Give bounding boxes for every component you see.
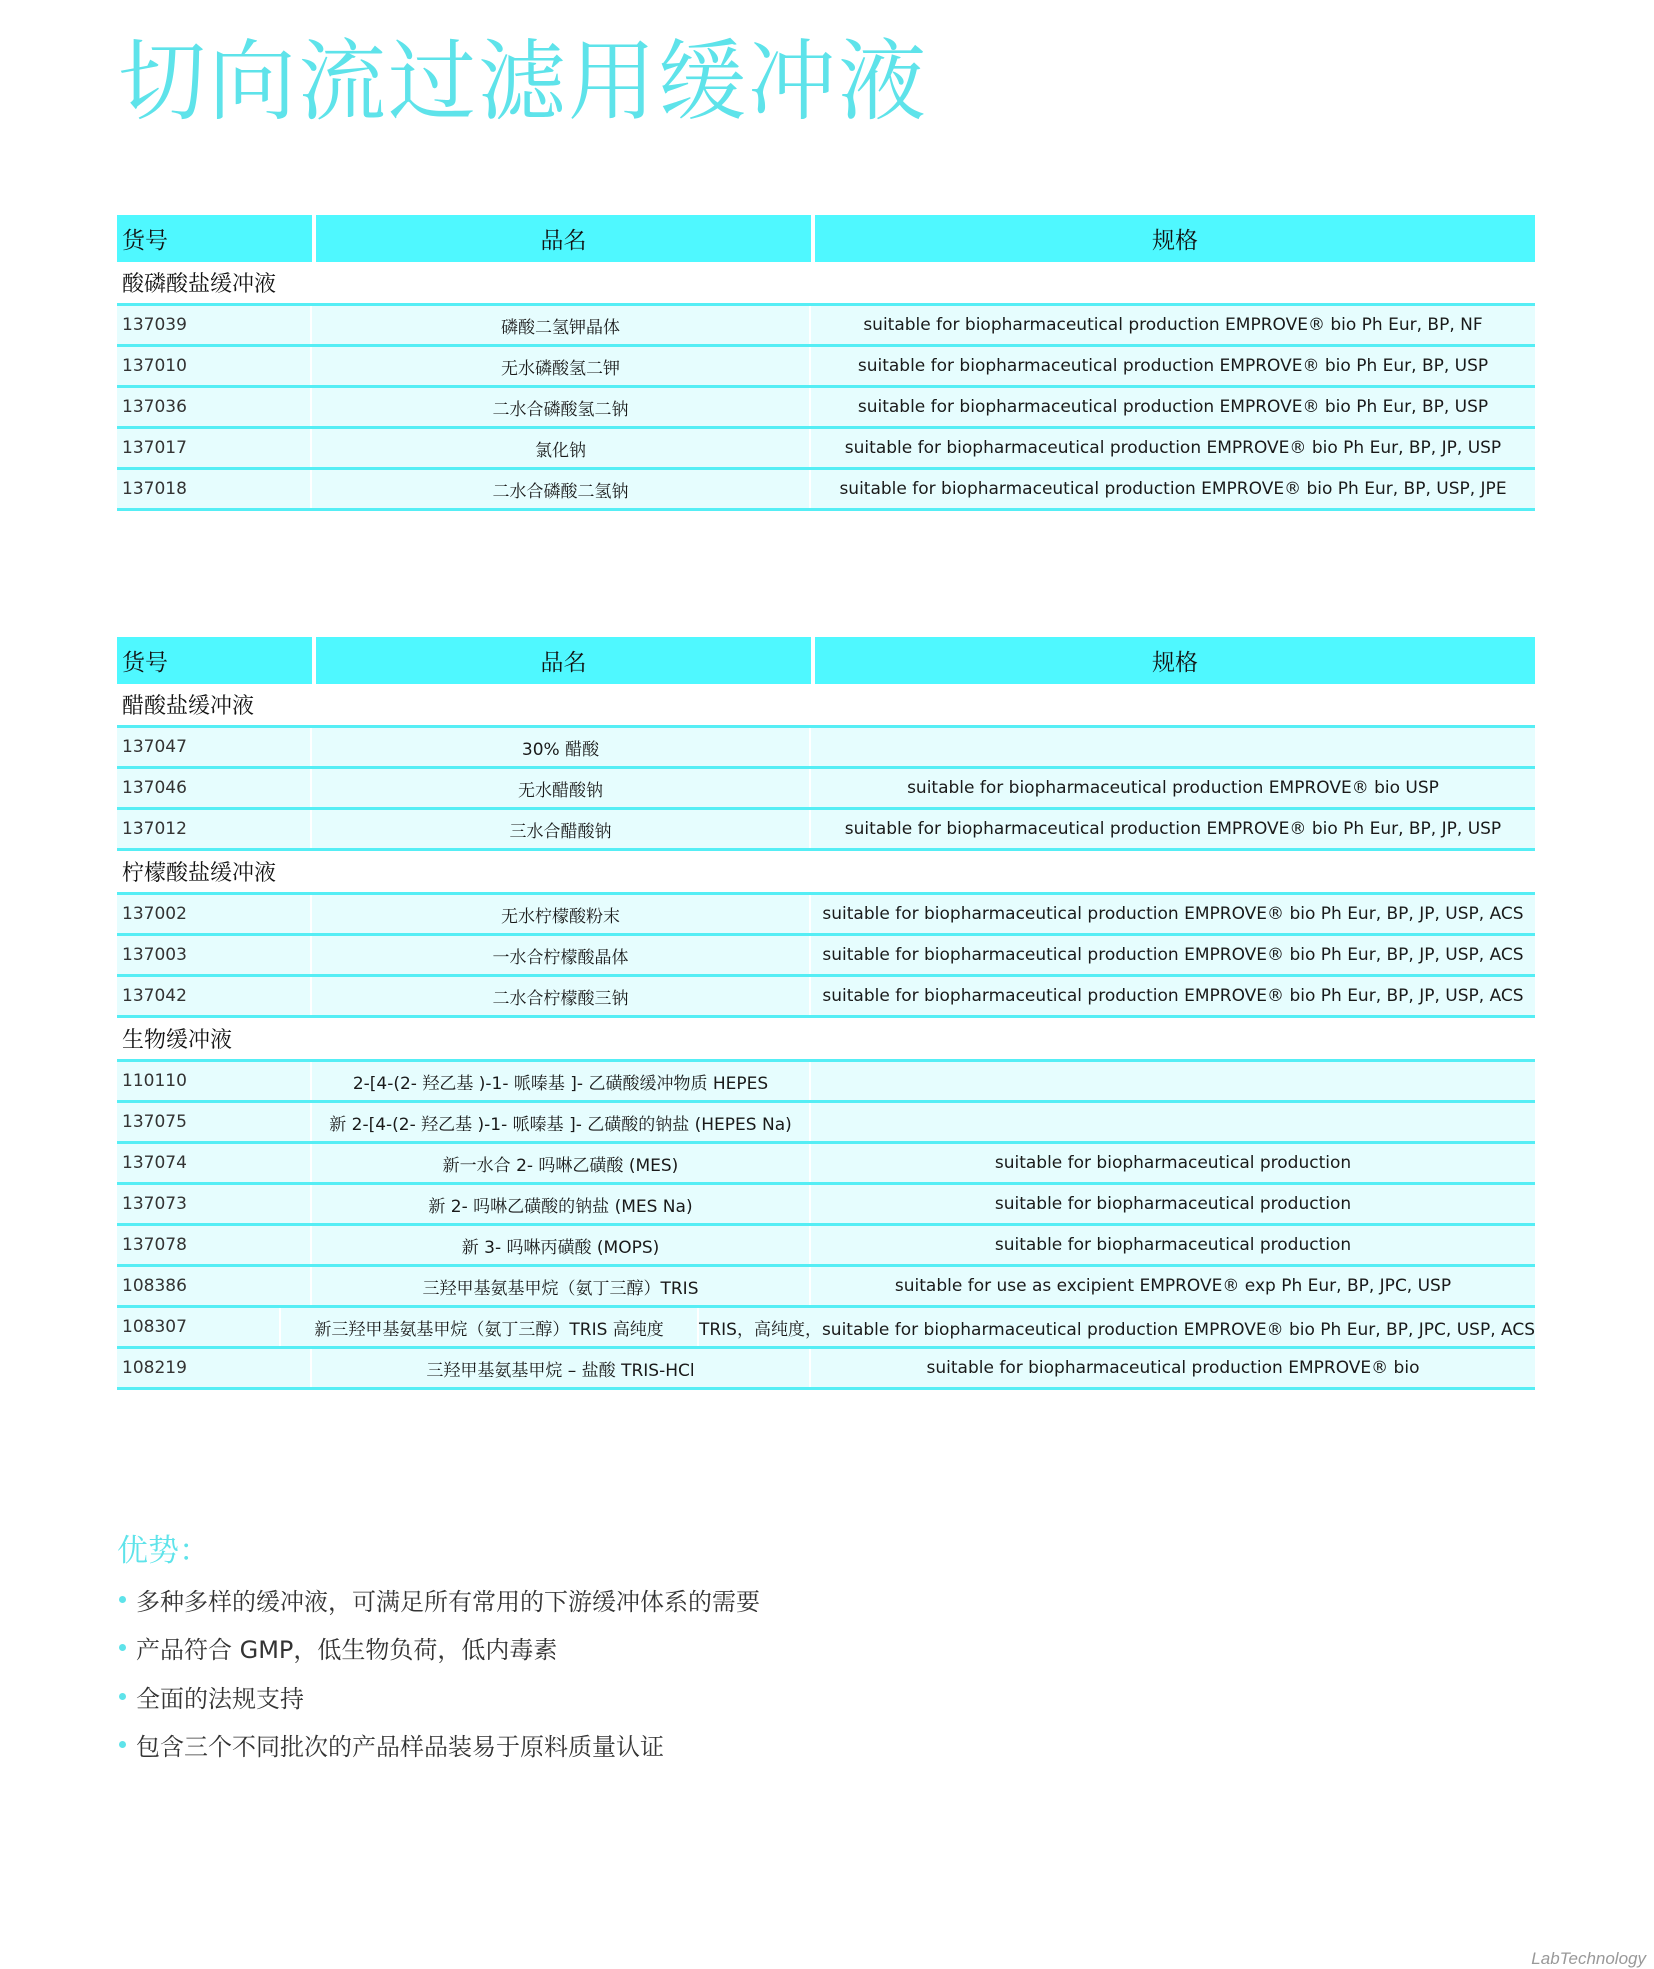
catalog-number-cell: 137074 — [117, 1144, 312, 1182]
catalog-number-cell: 137039 — [117, 306, 312, 344]
catalog-number-cell: 137047 — [117, 728, 312, 766]
table-row — [117, 1144, 1535, 1185]
product-name-cell: 新三羟甲基氨基甲烷（氨丁三醇）TRIS 高纯度 — [281, 1308, 699, 1346]
table-row — [117, 769, 1535, 810]
specification-cell — [811, 1103, 1535, 1141]
catalog-number-cell: 137036 — [117, 388, 312, 426]
section-title: 酸磷酸盐缓冲液 — [117, 262, 1535, 306]
advantage-text: 全面的法规支持 — [136, 1684, 304, 1713]
product-name-cell: 30% 醋酸 — [312, 728, 811, 766]
table-row — [117, 470, 1535, 511]
advantages-list — [117, 1575, 760, 1769]
header-cell: 品名 — [316, 637, 811, 684]
catalog-number-cell: 137003 — [117, 936, 312, 974]
specification-cell: suitable for biopharmaceutical production — [994, 1235, 1352, 1255]
specification-cell: suitable for biopharmaceutical production EMPROVE® bio Ph Eur, BP, JP, USP — [844, 438, 1502, 458]
catalog-number-cell: 108307 — [117, 1308, 281, 1346]
footer-brand: LabTechnology — [1531, 1949, 1646, 1968]
table-row — [117, 1349, 1535, 1390]
header-cell: 货号 — [117, 215, 312, 262]
specification-cell: suitable for biopharmaceutical production EMPROVE® bio Ph Eur, BP, USP — [857, 356, 1489, 376]
advantage-item — [117, 1672, 760, 1721]
table-row — [117, 429, 1535, 470]
advantage-item — [117, 1575, 760, 1624]
table-row — [117, 1267, 1535, 1308]
advantage-text: 包含三个不同批次的产品样品装易于原料质量认证 — [136, 1733, 664, 1762]
section-title: 柠檬酸盐缓冲液 — [117, 851, 1535, 895]
product-name-cell: 新 3- 吗啉丙磺酸 (MOPS) — [312, 1226, 811, 1264]
header-cell: 规格 — [815, 215, 1535, 262]
catalog-number-cell: 137010 — [117, 347, 312, 385]
catalog-number-cell: 137042 — [117, 977, 312, 1015]
bullet-icon — [119, 1644, 126, 1651]
advantage-text: 产品符合 GMP，低生物负荷，低内毒素 — [136, 1636, 558, 1665]
header-cell: 货号 — [117, 637, 312, 684]
bullet-icon — [119, 1693, 126, 1700]
catalog-number-cell: 137075 — [117, 1103, 312, 1141]
product-name-cell: 无水醋酸钠 — [312, 769, 811, 807]
product-name-cell: 无水磷酸氢二钾 — [312, 347, 811, 385]
specification-cell: suitable for biopharmaceutical production — [994, 1153, 1352, 1173]
table-row — [117, 728, 1535, 769]
catalog-number-cell: 108386 — [117, 1267, 312, 1305]
buffer-products-table — [117, 637, 1535, 1390]
specification-cell: suitable for biopharmaceutical production EMPROVE® bio Ph Eur, BP, USP, JPE — [839, 479, 1507, 499]
catalog-number-cell: 137012 — [117, 810, 312, 848]
table-row — [117, 347, 1535, 388]
specification-cell — [811, 1062, 1535, 1100]
table-row — [117, 936, 1535, 977]
specification-cell: suitable for use as excipient EMPROVE® exp Ph Eur, BP, JPC, USP — [894, 1276, 1452, 1296]
table-row — [117, 1308, 1535, 1349]
phosphate-buffer-table — [117, 215, 1535, 511]
table-row — [117, 1103, 1535, 1144]
table-row — [117, 977, 1535, 1018]
product-name-cell: 二水合磷酸氢二钠 — [312, 388, 811, 426]
table-row — [117, 1185, 1535, 1226]
catalog-number-cell: 137018 — [117, 470, 312, 508]
table-header — [117, 215, 1535, 262]
catalog-number-cell: 137017 — [117, 429, 312, 467]
specification-cell: TRIS，高纯度，suitable for biopharmaceutical production EMPROVE® bio Ph Eur, BP, JPC, USP, ACS — [698, 1319, 1535, 1340]
specification-cell: suitable for biopharmaceutical production — [994, 1194, 1352, 1214]
specification-cell: suitable for biopharmaceutical production EMPROVE® bio Ph Eur, BP, JP, USP, ACS — [822, 904, 1524, 924]
specification-cell: suitable for biopharmaceutical production EMPROVE® bio USP — [907, 778, 1439, 798]
header-cell: 规格 — [815, 637, 1535, 684]
product-name-cell: 磷酸二氢钾晶体 — [312, 306, 811, 344]
specification-cell: suitable for biopharmaceutical production EMPROVE® bio Ph Eur, BP, NF — [863, 315, 1483, 335]
product-name-cell: 三羟甲基氨基甲烷 – 盐酸 TRIS-HCl — [312, 1349, 811, 1387]
product-name-cell: 二水合柠檬酸三钠 — [312, 977, 811, 1015]
header-cell: 品名 — [316, 215, 811, 262]
specification-cell: suitable for biopharmaceutical production EMPROVE® bio Ph Eur, BP, JP, USP — [844, 819, 1502, 839]
product-name-cell: 新 2-[4-(2- 羟乙基 )-1- 哌嗪基 ]- 乙磺酸的钠盐 (HEPES Na) — [312, 1103, 811, 1141]
catalog-number-cell: 137002 — [117, 895, 312, 933]
table-row — [117, 810, 1535, 851]
advantage-item — [117, 1624, 760, 1673]
bullet-icon — [119, 1741, 126, 1748]
table-header — [117, 637, 1535, 684]
product-name-cell: 无水柠檬酸粉末 — [312, 895, 811, 933]
advantages-heading: 优势： — [117, 1533, 210, 1569]
catalog-number-cell: 137078 — [117, 1226, 312, 1264]
catalog-number-cell: 137046 — [117, 769, 312, 807]
specification-cell: suitable for biopharmaceutical production EMPROVE® bio — [926, 1358, 1420, 1378]
product-name-cell: 新 2- 吗啉乙磺酸的钠盐 (MES Na) — [312, 1185, 811, 1223]
product-name-cell: 二水合磷酸二氢钠 — [312, 470, 811, 508]
section-title: 生物缓冲液 — [117, 1018, 1535, 1062]
catalog-number-cell: 137073 — [117, 1185, 312, 1223]
bullet-icon — [119, 1596, 126, 1603]
table-row — [117, 1226, 1535, 1267]
page-title: 切向流过滤用缓冲液 — [118, 30, 929, 133]
catalog-number-cell: 108219 — [117, 1349, 312, 1387]
product-name-cell: 2-[4-(2- 羟乙基 )-1- 哌嗪基 ]- 乙磺酸缓冲物质 HEPES — [312, 1062, 811, 1100]
specification-cell: suitable for biopharmaceutical production EMPROVE® bio Ph Eur, BP, USP — [857, 397, 1489, 417]
section-title: 醋酸盐缓冲液 — [117, 684, 1535, 728]
specification-cell: suitable for biopharmaceutical production EMPROVE® bio Ph Eur, BP, JP, USP, ACS — [822, 945, 1524, 965]
specification-cell: suitable for biopharmaceutical production EMPROVE® bio Ph Eur, BP, JP, USP, ACS — [822, 986, 1524, 1006]
table-row — [117, 1062, 1535, 1103]
product-name-cell: 新一水合 2- 吗啉乙磺酸 (MES) — [312, 1144, 811, 1182]
specification-cell — [811, 728, 1535, 766]
table-row — [117, 895, 1535, 936]
product-name-cell: 三水合醋酸钠 — [312, 810, 811, 848]
product-name-cell: 一水合柠檬酸晶体 — [312, 936, 811, 974]
product-name-cell: 氯化钠 — [312, 429, 811, 467]
table-row — [117, 306, 1535, 347]
advantage-item — [117, 1721, 760, 1770]
advantage-text: 多种多样的缓冲液，可满足所有常用的下游缓冲体系的需要 — [136, 1587, 760, 1616]
catalog-number-cell: 110110 — [117, 1062, 312, 1100]
product-name-cell: 三羟甲基氨基甲烷（氨丁三醇）TRIS — [312, 1267, 811, 1305]
table-row — [117, 388, 1535, 429]
